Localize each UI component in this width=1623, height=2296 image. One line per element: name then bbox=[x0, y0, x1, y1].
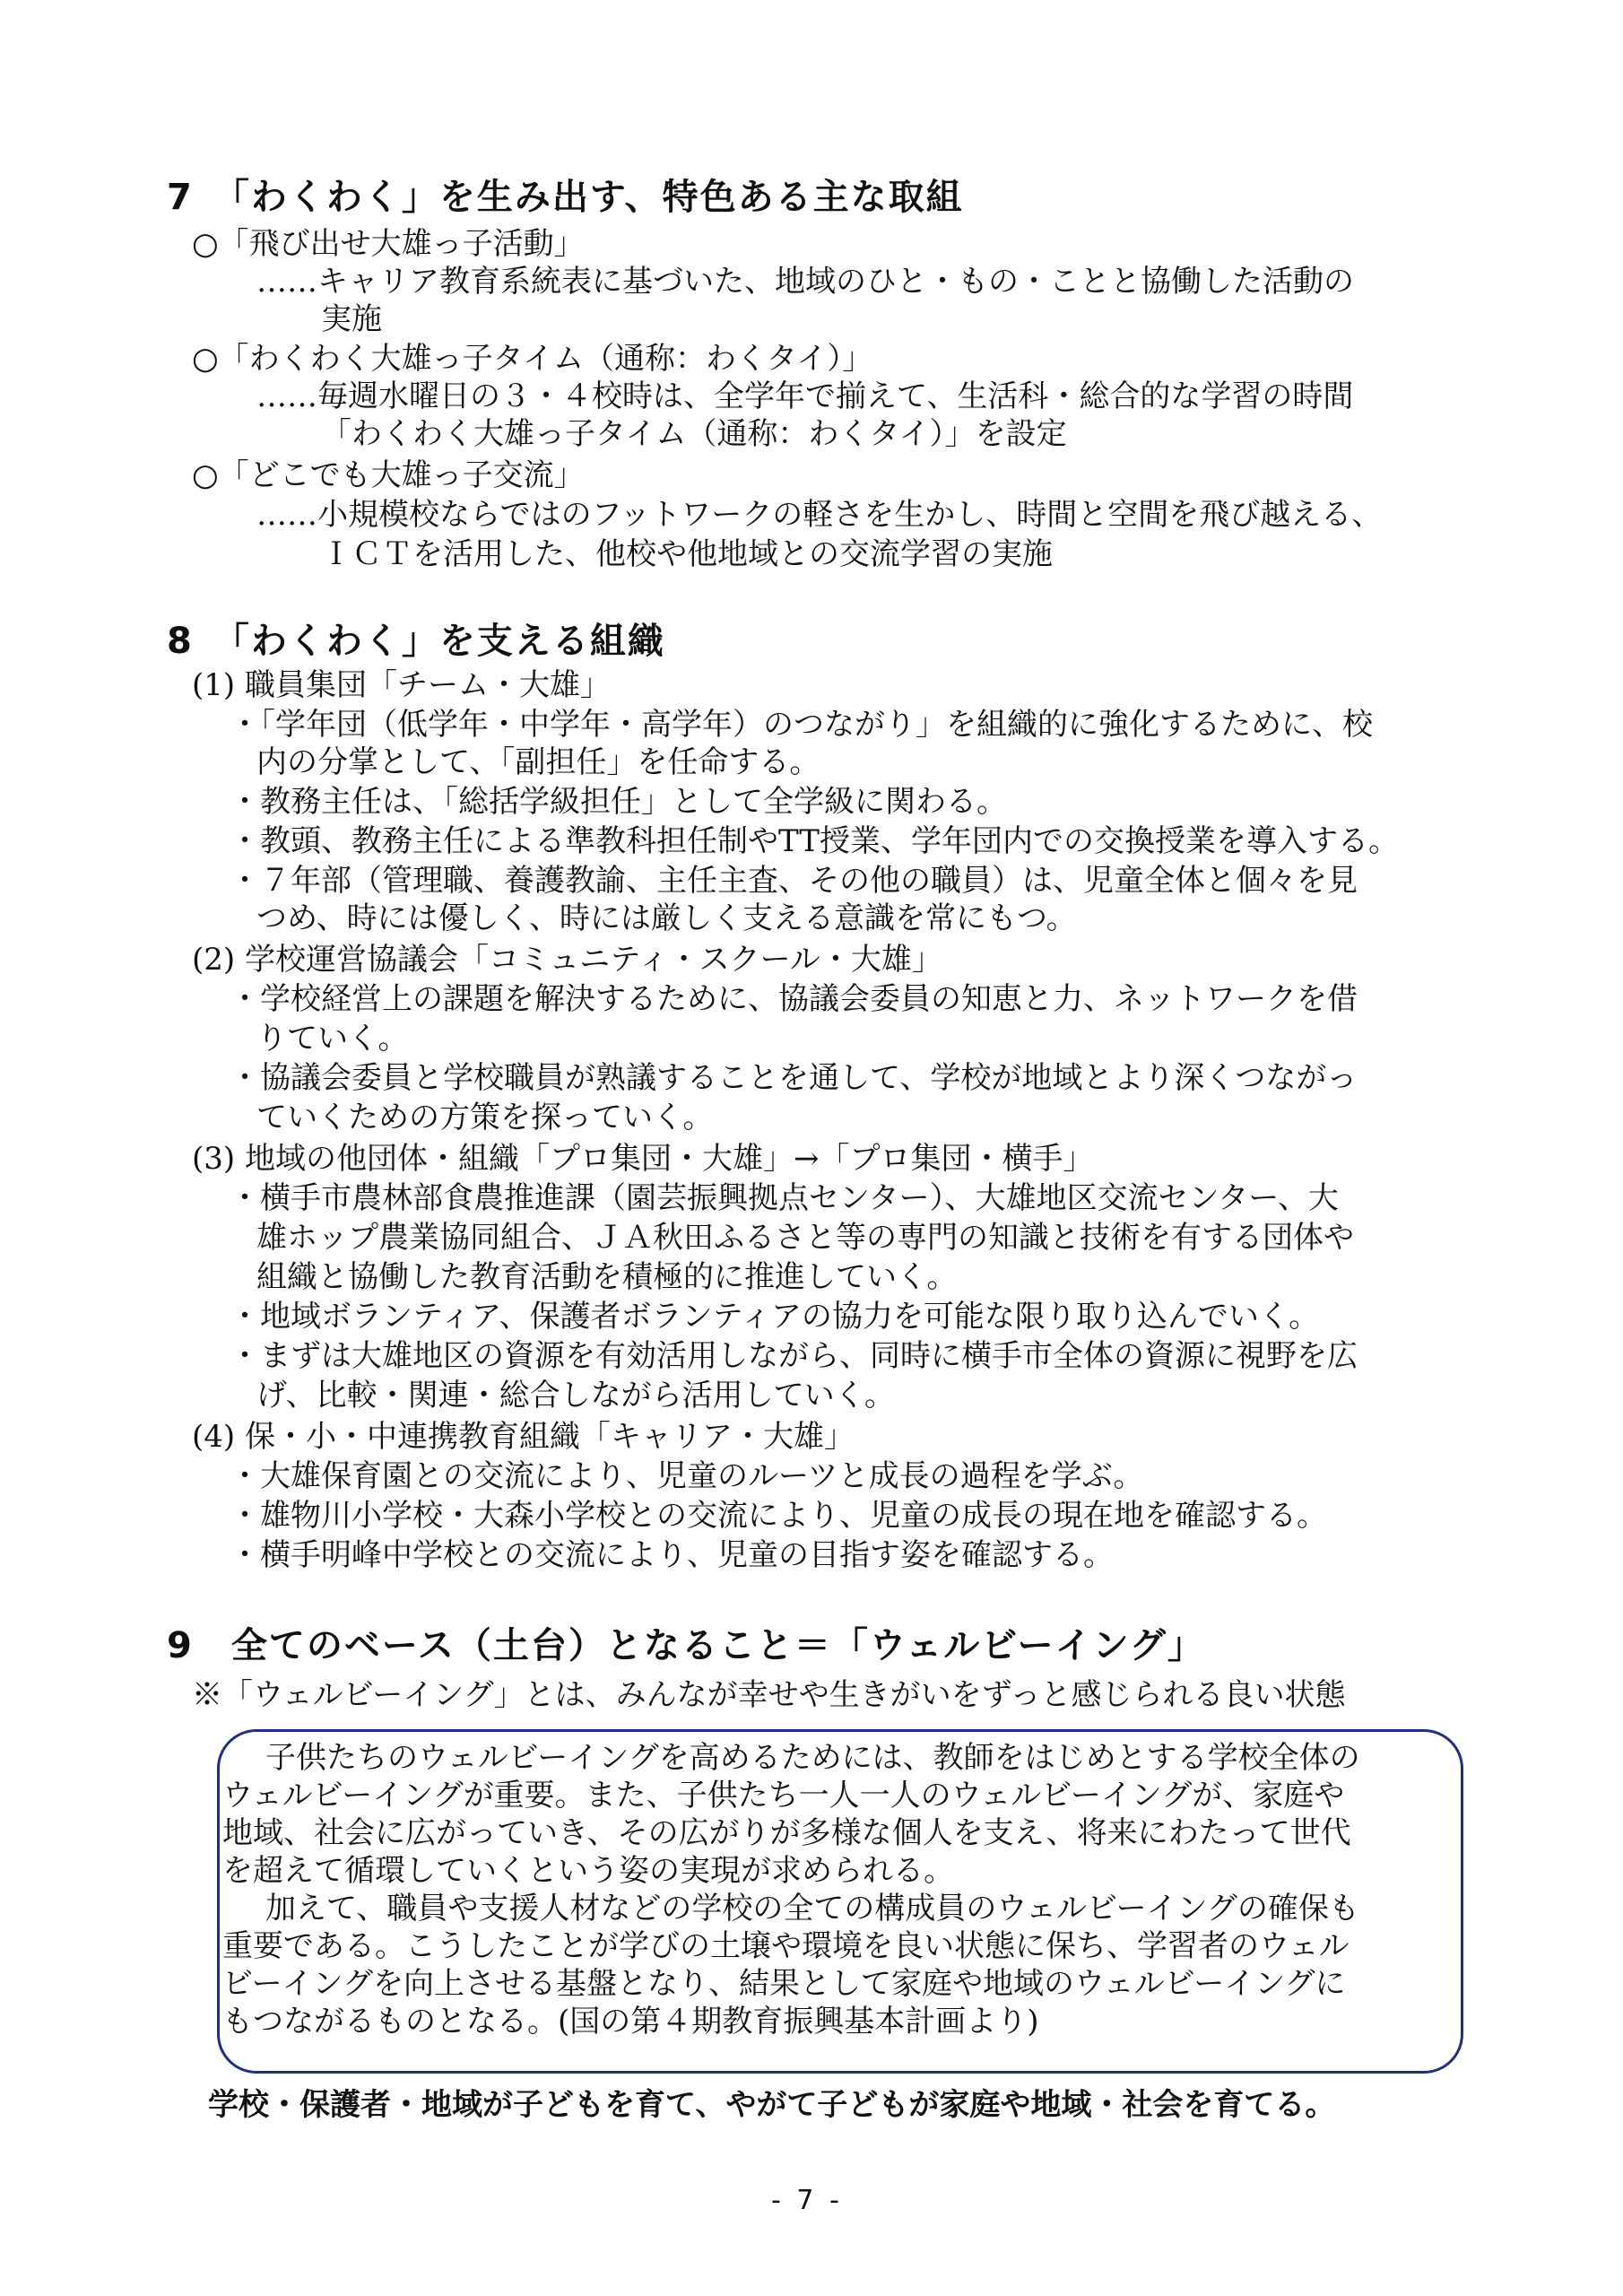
sec7-item2-title: ○「わくわく大雄っ子タイム（通称：わくタイ）」 bbox=[192, 341, 873, 377]
sec7-item1-desc-2: 実施 bbox=[321, 301, 382, 337]
box-line: を超えて循環していくという姿の実現が求められる。 bbox=[222, 1853, 954, 1889]
box-line: 加えて、職員や支援人材などの学校の全ての構成員のウェルビーイングの確保も bbox=[235, 1891, 1359, 1926]
sec8-s1-bullet-cont: つめ、時には優しく、時には厳しく支える意識を常にもつ。 bbox=[256, 900, 1077, 936]
sec7-item3-title: ○「どこでも大雄っ子交流」 bbox=[192, 457, 585, 493]
sec8-s1-bullet: ・「学年団（低学年・中学年・高学年）のつながり」を組織的に強化するために、校 bbox=[230, 707, 1373, 743]
sec8-s3-bullet-cont: 組織と協働した教育活動を積極的に推進していく。 bbox=[256, 1259, 958, 1295]
sec8-s4-bullet: ・大雄保育園との交流により、児童のルーツと成長の過程を学ぶ。 bbox=[230, 1458, 1144, 1494]
sec7-item3-desc-2: ＩＣＴを活用した、他校や他地域との交流学習の実施 bbox=[321, 536, 1053, 572]
sec8-s3-bullet: ・横手市農林部食農推進課（園芸振興拠点センター）、大雄地区交流センター、大 bbox=[230, 1180, 1339, 1216]
sec8-s1-bullet: ・７年部（管理職、養護教諭、主任主査、その他の職員）は、児童全体と個々を見 bbox=[230, 863, 1358, 899]
section-8-heading: 8 「わくわく」を支える組織 bbox=[167, 621, 665, 662]
sec8-s4-bullet: ・雄物川小学校・大森小学校との交流により、児童の成長の現在地を確認する。 bbox=[230, 1498, 1327, 1534]
sec8-s4-title: (4) 保・小・中連携教育組織「キャリア・大雄」 bbox=[192, 1419, 855, 1455]
page-number: - 7 - bbox=[771, 2185, 843, 2216]
box-line: 子供たちのウェルビーイングを高めるためには、教師をはじめとする学校全体の bbox=[235, 1740, 1360, 1776]
section-7-heading: 7 「わくわく」を生み出す、特色ある主な取組 bbox=[167, 177, 964, 218]
sec8-s3-title: (3) 地域の他団体・組織「プロ集団・大雄」→「プロ集団・横手」 bbox=[192, 1141, 1094, 1177]
box-line: もつながるものとなる。(国の第４期教育振興基本計画より) bbox=[222, 2004, 1039, 2039]
box-line: ビーイングを向上させる基盤となり、結果として家庭や地域のウェルビーイングに bbox=[222, 1966, 1346, 2002]
box-line: 重要である。こうしたことが学びの土壌や環境を良い状態に保ち、学習者のウェル bbox=[222, 1928, 1350, 1964]
sec8-s2-bullet-cont: ていくための方策を探っていく。 bbox=[256, 1100, 714, 1135]
sec7-item1-title: ○「飛び出せ大雄っ子活動」 bbox=[192, 226, 585, 262]
wellbeing-note: ※「ウェルビーイング」とは、みんなが幸せや生きがいをずっと感じられる良い状態 bbox=[192, 1677, 1346, 1713]
box-line: 地域、社会に広がっていき、その広がりが多様な個人を支え、将来にわたって世代 bbox=[222, 1815, 1351, 1851]
sec8-s2-bullet: ・学校経営上の課題を解決するために、協議会委員の知恵と力、ネットワークを借 bbox=[230, 981, 1358, 1017]
sec8-s1-bullet: ・教務主任は、「総括学級担任」として全学級に関わる。 bbox=[230, 784, 1007, 820]
box-line: ウェルビーイングが重要。また、子供たち一人一人のウェルビーイングが、家庭や bbox=[222, 1778, 1345, 1813]
sec7-item2-desc-1: ……毎週水曜日の３・４校時は、全学年で揃えて、生活科・総合的な学習の時間 bbox=[256, 378, 1354, 414]
sec8-s2-bullet: ・協議会委員と学校職員が熟議することを通して、学校が地域とより深くつながっ bbox=[230, 1060, 1358, 1096]
sec8-s4-bullet: ・横手明峰中学校との交流により、児童の目指す姿を確認する。 bbox=[230, 1537, 1114, 1573]
sec7-item2-desc-2: 「わくわく大雄っ子タイム（通称：わくタイ）」を設定 bbox=[321, 416, 1067, 452]
sec8-s1-bullet: ・教頭、教務主任による準教科担任制やTT授業、学年団内での交換授業を導入する。 bbox=[230, 823, 1399, 859]
sec7-item1-desc-1: ……キャリア教育系統表に基づいた、地域のひと・もの・ことと協働した活動の bbox=[256, 264, 1354, 300]
sec8-s3-bullet: ・まずは大雄地区の資源を有効活用しながら、同時に横手市全体の資源に視野を広 bbox=[230, 1338, 1358, 1374]
sec8-s1-title: (1) 職員集団「チーム・大雄」 bbox=[192, 667, 611, 703]
sec8-s3-bullet-cont: 雄ホップ農業協同組合、ＪＡ秋田ふるさと等の専門の知識と技術を有する団体や bbox=[256, 1220, 1354, 1256]
sec8-s3-bullet: ・地域ボランティア、保護者ボランティアの協力を可能な限り取り込んでいく。 bbox=[230, 1299, 1320, 1335]
sec8-s2-title: (2) 学校運営協議会「コミュニティ・スクール・大雄」 bbox=[192, 942, 942, 978]
section-9-heading: 9 全てのベース（土台）となること＝「ウェルビーイング」 bbox=[167, 1625, 1205, 1666]
sec8-s1-bullet-cont: 内の分掌として、「副担任」を任命する。 bbox=[256, 744, 820, 780]
sec7-item3-desc-1: ……小規模校ならではのフットワークの軽さを生かし、時間と空間を飛び越える、 bbox=[256, 497, 1383, 533]
sec8-s3-bullet-cont: げ、比較・関連・総合しながら活用していく。 bbox=[256, 1378, 895, 1413]
sec8-s2-bullet-cont: りていく。 bbox=[256, 1021, 409, 1057]
closing-statement: 学校・保護者・地域が子どもを育て、やがて子どもが家庭や地域・社会を育てる。 bbox=[208, 2087, 1336, 2123]
